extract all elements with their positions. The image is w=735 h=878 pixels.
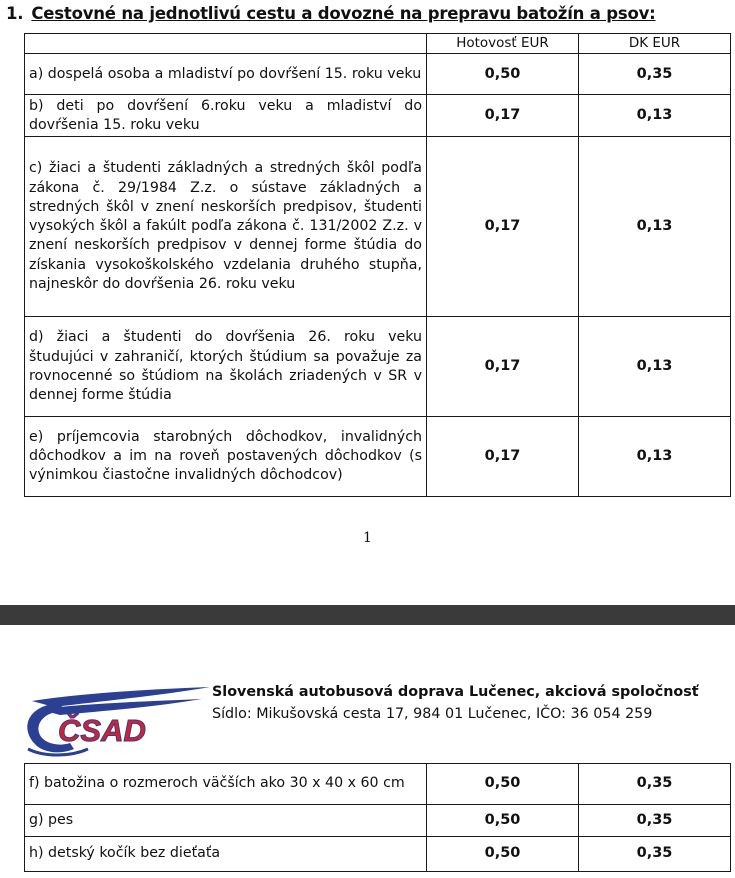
table-row [25,137,731,317]
column-header-card: DK EUR [579,34,731,54]
cash-price: 0,50 [427,54,579,95]
logo-text: ČSAD [58,713,146,748]
page-number: 1 [363,530,372,546]
csad-logo [14,683,214,759]
table-header-blank [25,34,427,54]
card-price: 0,35 [579,764,731,805]
table-row [25,95,731,137]
company-name: Slovenská autobusová doprava Lučenec, akciová spoločnosť [212,684,699,700]
section-title: Cestovné na jednotlivú cestu a dovozné na prepravu batožín a psov: [31,4,656,23]
card-price: 0,35 [579,805,731,837]
table-row [25,417,731,497]
row-label: a) dospelá osoba a mladiství po dovŕšení 15. roku veku [25,54,427,95]
card-price: 0,13 [579,95,731,137]
section-heading [6,4,656,23]
table-row [25,764,731,805]
row-label: b) deti po dovŕšení 6.roku veku a mladiství do dovŕšenia 15. roku veku [25,95,427,137]
row-label: h) detský kočík bez dieťaťa [25,837,427,872]
cash-price: 0,50 [427,764,579,805]
table-row [25,805,731,837]
section-number: 1. [6,4,24,23]
row-label: c) žiaci a študenti základných a stredných škôl podľa zákona č. 29/1984 Z.z. o sústave základných a stredných škôl v znení neskorších predpisov, študenti vysokých škôl a fakúlt podľa zákona č. 131/2002 Z.z. v znení neskorších predpisov v dennej forme štúdia do získania vysokoškolského vzdelania druhého stupňa, najneskôr do dovŕšenia 26. roku veku [25,137,427,317]
table-row [25,317,731,417]
cash-price: 0,17 [427,317,579,417]
cash-price: 0,50 [427,805,579,837]
column-header-cash: Hotovosť EUR [427,34,579,54]
table-header-row [25,34,731,54]
card-price: 0,35 [579,54,731,95]
row-label: e) príjemcovia starobných dôchodkov, invalidných dôchodkov a im na roveň postavených dôchodkov (s výnimkou čiastočne invalidných dôchodcov) [25,417,427,497]
cash-price: 0,17 [427,137,579,317]
card-price: 0,13 [579,417,731,497]
table-row [25,837,731,872]
table-row [25,54,731,95]
row-label: f) batožina o rozmeroch väčších ako 30 x 40 x 60 cm [25,764,427,805]
card-price: 0,13 [579,137,731,317]
fare-table-continued [24,763,731,872]
company-address: Sídlo: Mikušovská cesta 17, 984 01 Lučenec, IČO: 36 054 259 [212,706,653,722]
page-separator [0,605,735,625]
cash-price: 0,17 [427,417,579,497]
row-label: d) žiaci a študenti do dovŕšenia 26. roku veku študujúci v zahraničí, ktorých štúdium sa považuje za rovnocenné so štúdiom na školách zriadených v SR v dennej forme štúdia [25,317,427,417]
card-price: 0,13 [579,317,731,417]
card-price: 0,35 [579,837,731,872]
fare-table [24,33,731,497]
row-label: g) pes [25,805,427,837]
cash-price: 0,50 [427,837,579,872]
cash-price: 0,17 [427,95,579,137]
